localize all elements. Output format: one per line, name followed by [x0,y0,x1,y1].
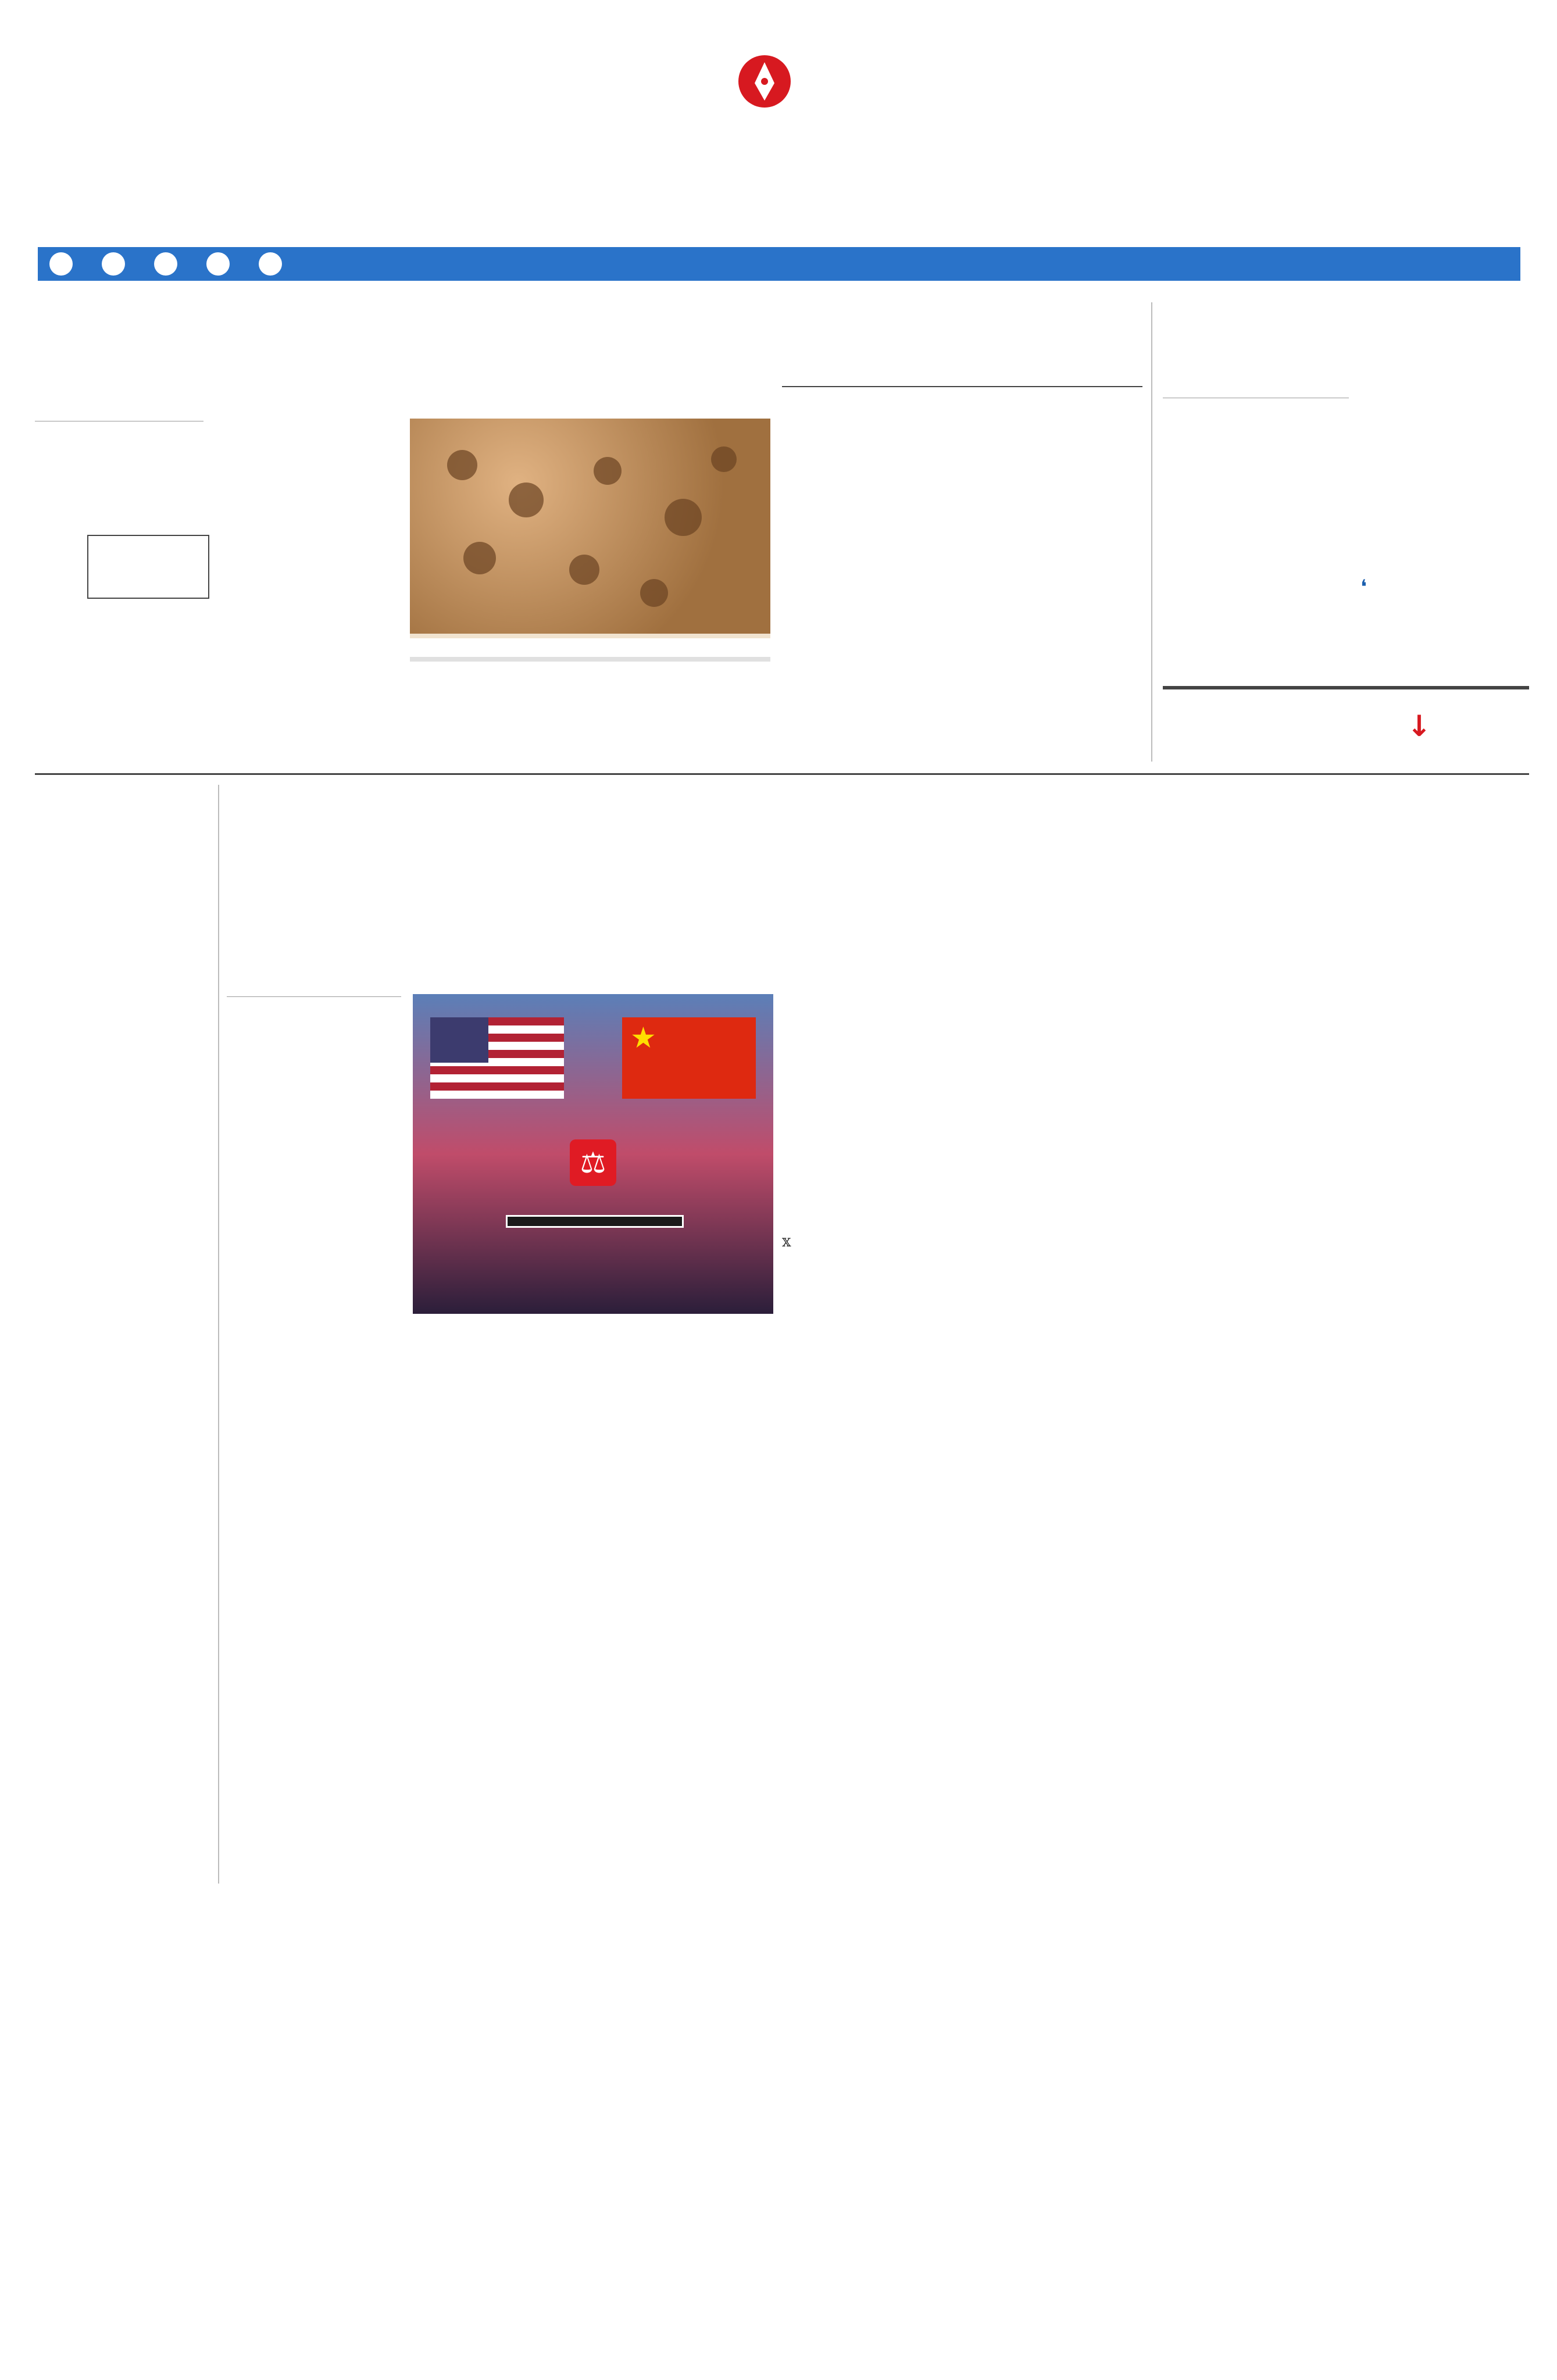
pride-title [782,384,1142,387]
social-whatsapp[interactable] [154,252,183,276]
brief-1-body [35,983,209,1227]
social-bar [38,247,1520,281]
inside-story [35,788,209,792]
tariff-byline [227,994,401,997]
down-arrow-icon: ↓ [1407,709,1431,743]
tariff-byline-box [227,994,401,997]
emi-table [1163,689,1529,703]
china-tweet [782,1234,956,1250]
rock-art-photo [410,419,770,634]
evidence-body [410,686,770,762]
web-icon [259,252,282,276]
pharma-body [782,1020,956,1230]
lead-byline-box [35,419,203,421]
qa-col1 [782,500,956,505]
news-brief [35,980,209,1848]
x-icon [49,252,73,276]
social-twitter[interactable] [49,252,78,276]
social-instagram[interactable] [206,252,235,276]
social-website[interactable] [259,252,288,276]
rock-art-caption [410,634,770,638]
tariff-symbol-icon: ⚖ [570,1139,616,1186]
lead-byline [35,419,203,421]
lead-body-col1 [35,471,203,756]
rbi-body [1163,442,1349,657]
edition-info [1392,64,1544,79]
evidence-title [410,657,770,662]
social-facebook[interactable] [102,252,131,276]
facebook-icon [102,252,125,276]
x-icon: 𝕏 [782,1235,791,1249]
qa-col2 [965,419,1140,423]
us-flag-icon [430,1017,564,1099]
table-row [1163,694,1529,699]
china-flag-icon: ★ [622,1017,756,1099]
instagram-icon [206,252,230,276]
date-box [55,32,247,35]
rbi-byline-box [1163,395,1349,398]
quote-icon: ❛ [1360,576,1367,599]
pharma-box [782,1020,956,1250]
whatsapp-icon [154,252,177,276]
rbi-quote [1360,576,1529,599]
trade-war-banner [506,1215,684,1228]
lead-body-col2 [215,419,401,756]
special-badge [87,535,209,599]
pen-nib-icon [738,55,791,108]
brief-2-body [35,1235,209,1514]
table-row [1163,699,1529,703]
china-us-photo [413,994,773,1314]
rbi-byline [1163,395,1349,398]
brief-3-body [35,1523,209,1848]
pride-box [782,384,1142,387]
emi-table-box [1163,686,1529,743]
